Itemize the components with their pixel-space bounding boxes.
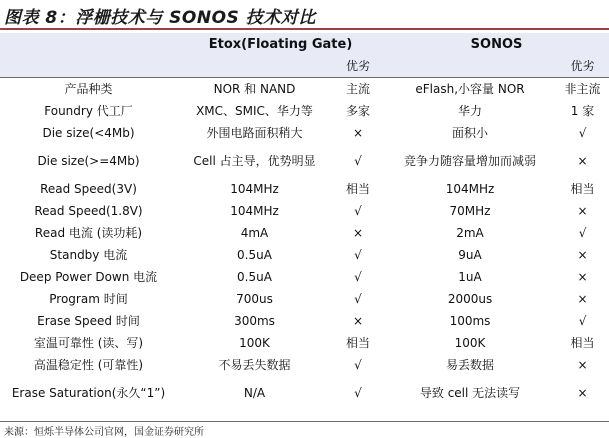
comparison-table xyxy=(0,33,609,410)
row-feature: Program 时间 xyxy=(49,291,128,306)
table-row xyxy=(0,266,609,288)
row-sonos-adv: × xyxy=(577,385,588,400)
row-feature: Die size(>=4Mb) xyxy=(37,153,140,168)
row-sonos-adv: 1 家 xyxy=(570,103,595,118)
row-sonos: 70MHz xyxy=(449,203,491,218)
row-etox-adv: 多家 xyxy=(346,103,371,118)
row-sonos-adv: √ xyxy=(578,313,587,328)
table-header-row xyxy=(0,33,609,55)
row-sonos-adv: √ xyxy=(578,125,587,140)
header-sonos-adv: 优劣 xyxy=(556,55,609,78)
row-etox: 100K xyxy=(239,335,270,350)
row-etox: Cell 占主导，优势明显 xyxy=(193,153,316,168)
row-etox: 0.5uA xyxy=(237,247,272,262)
row-feature: 室温可靠性 (读、写) xyxy=(33,335,144,350)
header-sonos: SONOS xyxy=(470,36,523,52)
table-row xyxy=(0,288,609,310)
row-sonos-adv: × xyxy=(577,291,588,306)
row-etox: 4mA xyxy=(240,225,269,240)
row-etox: 300ms xyxy=(234,313,275,328)
table-row xyxy=(0,222,609,244)
row-sonos: 104MHz xyxy=(445,181,495,196)
table-row xyxy=(0,200,609,222)
row-etox: NOR 和 NAND xyxy=(213,81,296,96)
table-row xyxy=(0,376,609,410)
row-etox: 700us xyxy=(236,291,273,306)
row-etox: 104MHz xyxy=(230,203,279,218)
row-sonos: 2mA xyxy=(456,225,484,240)
row-etox-adv: × xyxy=(352,313,364,328)
header-etox: Etox(Floating Gate) xyxy=(208,36,353,52)
table-row xyxy=(0,332,609,354)
table-row xyxy=(0,144,609,178)
row-etox-adv: 相当 xyxy=(346,335,371,350)
row-etox: 104MHz xyxy=(230,181,279,196)
row-etox-adv: × xyxy=(352,225,364,240)
row-sonos-adv: 非主流 xyxy=(564,81,601,96)
table-row xyxy=(0,78,609,101)
row-feature: Standby 电流 xyxy=(49,247,128,262)
row-feature: Foundry 代工厂 xyxy=(44,103,133,118)
row-sonos-adv: × xyxy=(577,357,588,372)
row-etox-adv: 主流 xyxy=(346,81,371,96)
row-feature: Read Speed(1.8V) xyxy=(34,203,143,218)
row-etox-adv: 相当 xyxy=(346,181,371,196)
row-sonos: 1uA xyxy=(458,269,482,284)
row-sonos: 面积小 xyxy=(452,125,489,140)
row-etox-adv: √ xyxy=(354,385,362,400)
row-sonos: 导致 cell 无法读写 xyxy=(419,385,521,400)
figure-title: 图表 8：浮栅技术与 SONOS 技术对比 xyxy=(4,8,316,28)
row-sonos: 易丢数据 xyxy=(446,357,495,372)
row-sonos-adv: × xyxy=(577,153,588,168)
row-etox-adv: √ xyxy=(354,153,362,168)
row-sonos: eFlash,小容量 NOR xyxy=(415,81,525,96)
table-subheader-row xyxy=(0,55,609,78)
row-sonos-adv: × xyxy=(577,269,588,284)
row-feature: Die size(<4Mb) xyxy=(42,125,135,140)
row-sonos-adv: × xyxy=(577,203,588,218)
header-etox-adv: 优劣 xyxy=(332,55,384,78)
row-feature: Read Speed(3V) xyxy=(40,181,137,196)
row-sonos: 100ms xyxy=(449,313,491,328)
row-feature: Erase Speed 时间 xyxy=(37,313,140,328)
row-sonos-adv: √ xyxy=(578,225,587,240)
row-feature: 产品种类 xyxy=(64,81,113,96)
row-etox: XMC、SMIC、华力等 xyxy=(196,103,313,118)
table-row xyxy=(0,310,609,332)
row-etox-adv: √ xyxy=(354,247,362,262)
row-sonos-adv: × xyxy=(577,247,588,262)
source-note: 来源：恒烁半导体公司官网，国金证券研究所 xyxy=(4,427,204,438)
row-etox-adv: √ xyxy=(354,269,362,284)
table-row xyxy=(0,354,609,376)
row-etox-adv: × xyxy=(352,125,364,140)
figure-title-bar xyxy=(0,0,609,30)
row-feature: Erase Saturation(永久“1”) xyxy=(11,385,166,400)
row-sonos-adv: 相当 xyxy=(570,335,595,350)
row-sonos: 2000us xyxy=(447,291,493,306)
row-sonos-adv: 相当 xyxy=(570,181,595,196)
row-feature: Read 电流 (读功耗) xyxy=(34,225,143,240)
row-sonos: 100K xyxy=(454,335,486,350)
table-bottom-rule xyxy=(0,421,609,422)
table-row xyxy=(0,178,609,200)
table-row xyxy=(0,122,609,144)
row-etox: 不易丢失数据 xyxy=(218,357,291,372)
row-etox: 外围电路面积稍大 xyxy=(206,125,303,140)
row-sonos: 华力 xyxy=(458,103,483,118)
table-row xyxy=(0,100,609,122)
row-etox: N/A xyxy=(243,385,266,400)
row-feature: 高温稳定性 (可靠性) xyxy=(33,357,144,372)
row-etox: 0.5uA xyxy=(237,269,272,284)
table-row xyxy=(0,244,609,266)
row-feature: Deep Power Down 电流 xyxy=(19,269,158,284)
row-etox-adv: √ xyxy=(354,291,362,306)
row-etox-adv: √ xyxy=(354,203,362,218)
row-sonos: 竞争力随容量增加而减弱 xyxy=(404,153,537,168)
row-etox-adv: √ xyxy=(354,357,362,372)
row-sonos: 9uA xyxy=(458,247,482,262)
